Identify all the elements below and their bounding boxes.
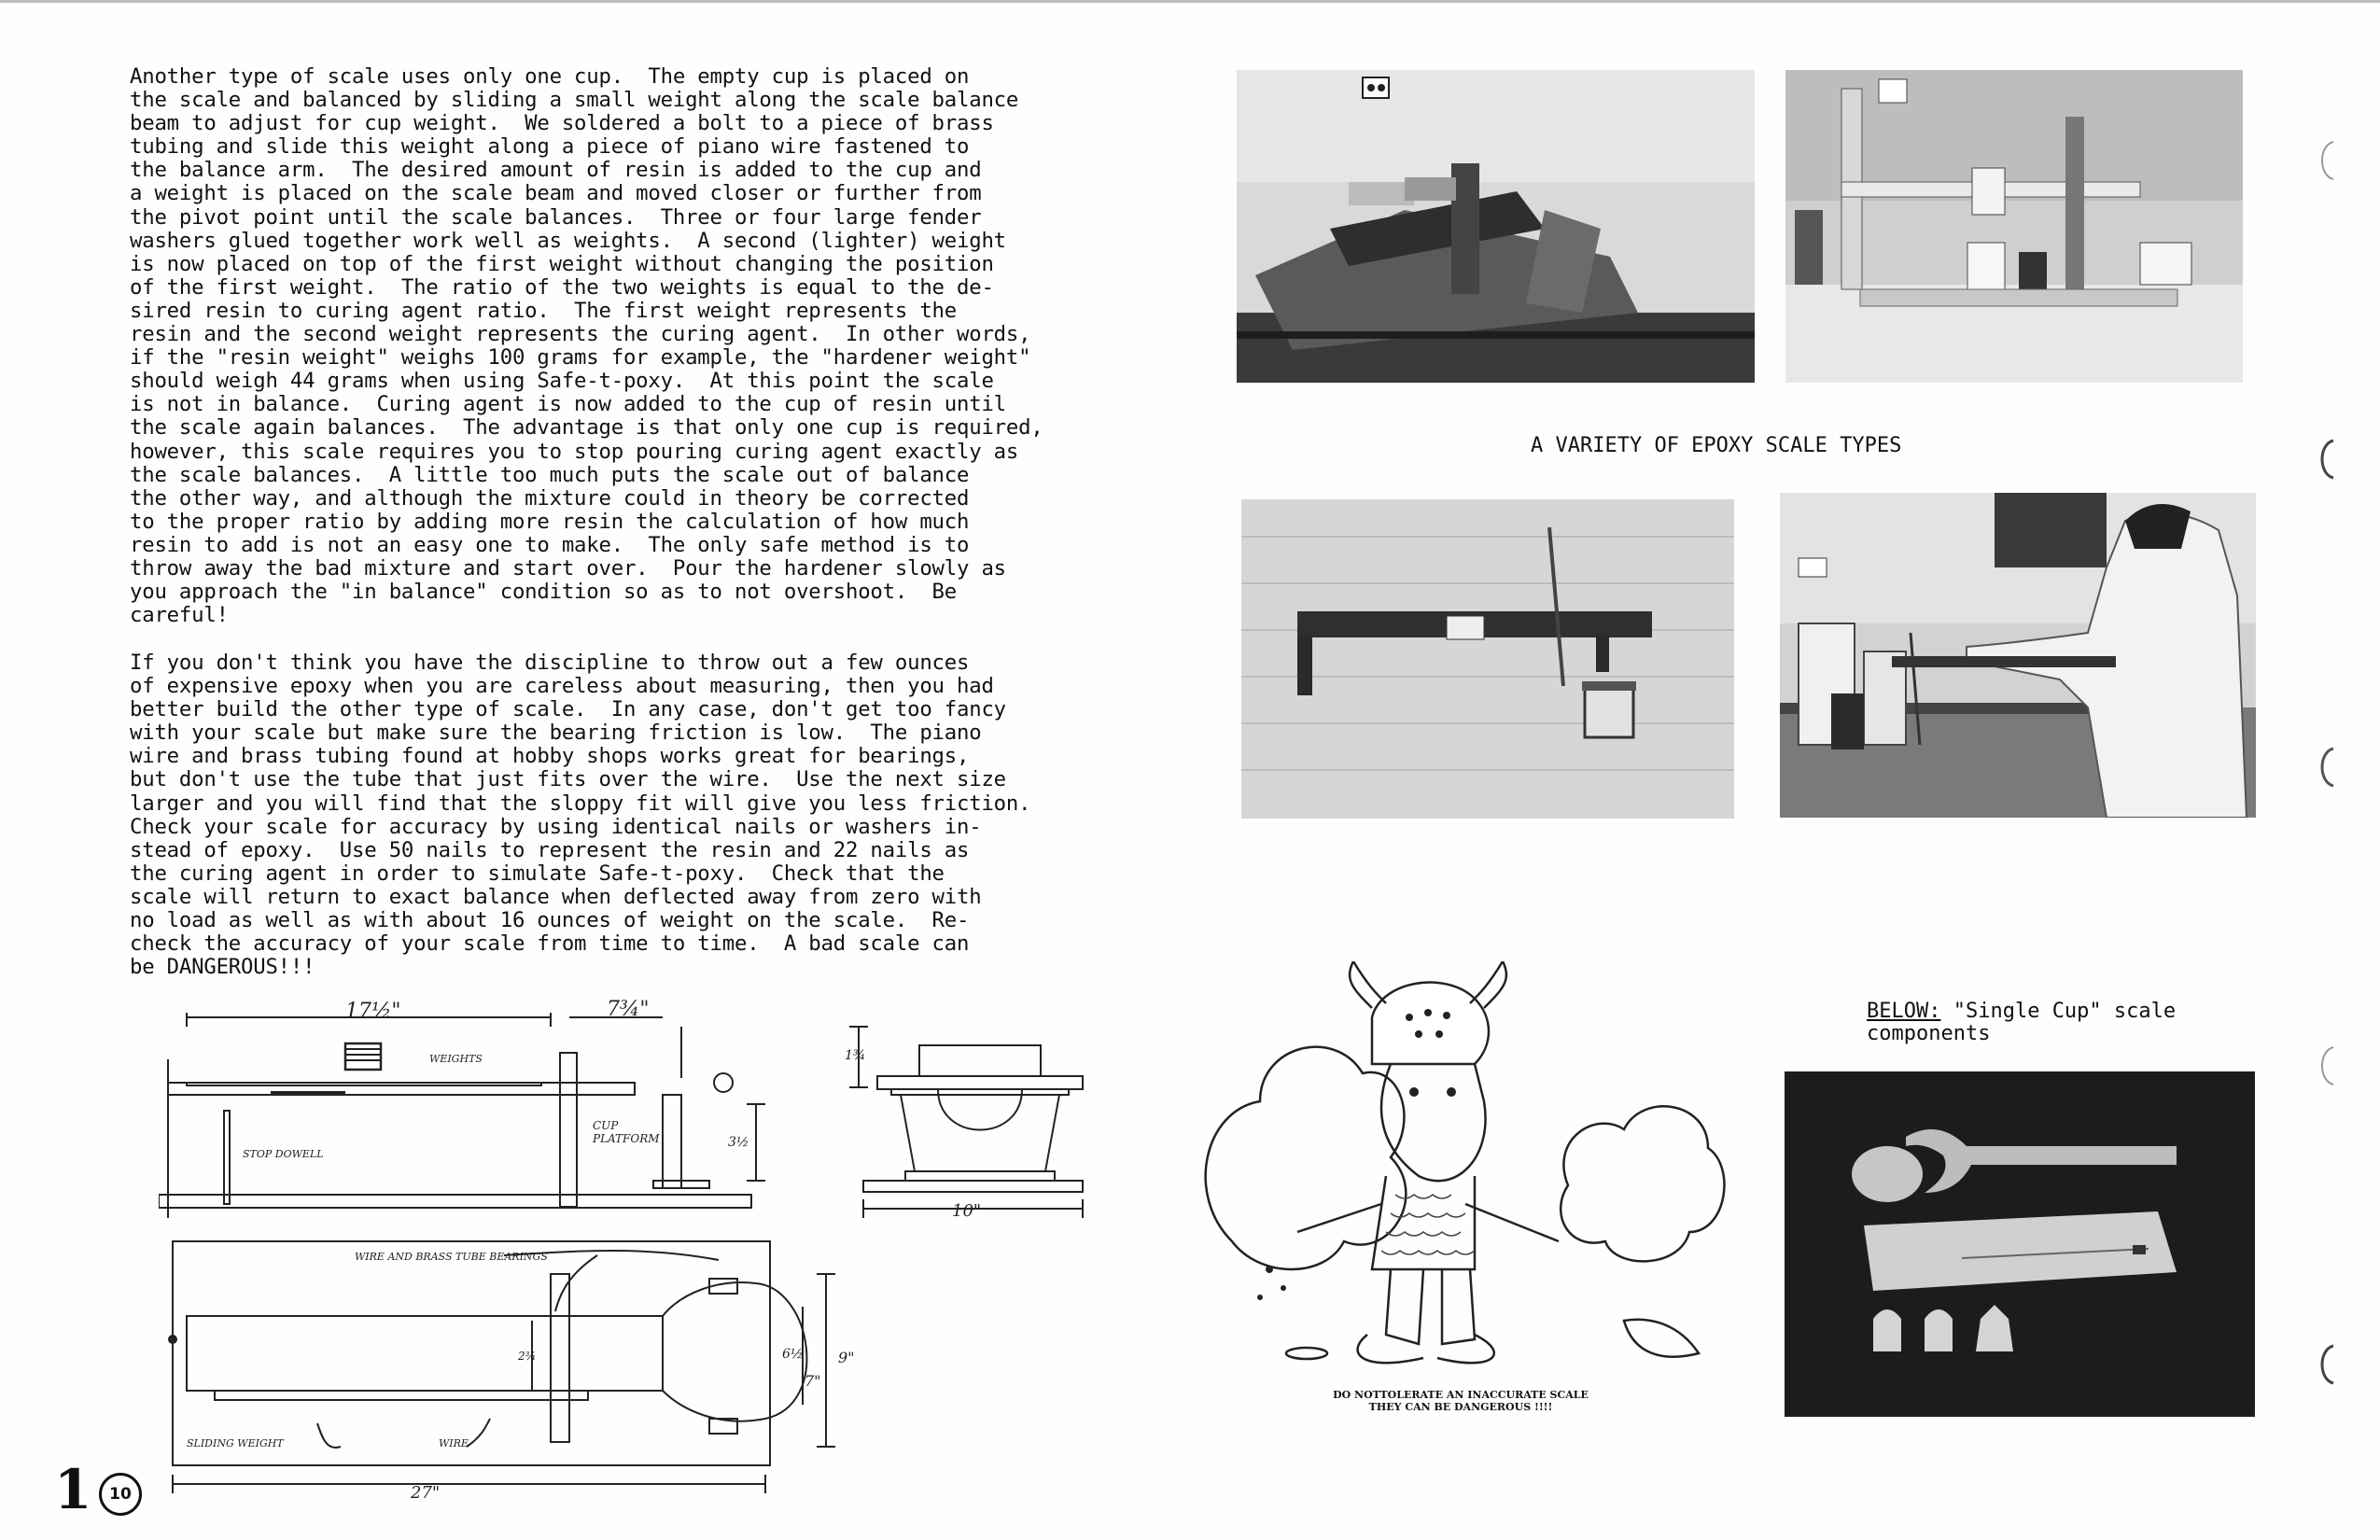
stop-dowell-label: STOP DOWELL xyxy=(243,1148,324,1160)
cartoon-caption: DO NOTTOLERATE AN INACCURATE SCALE THEY CAN BE DANGEROUS !!!! xyxy=(1333,1389,1589,1413)
sliding-weight-label: SLIDING WEIGHT xyxy=(187,1437,284,1449)
dim-9-label: 9" xyxy=(838,1349,855,1366)
dim-27-label: 27" xyxy=(411,1483,441,1498)
dim-3-5-label: 3½ xyxy=(728,1135,749,1150)
photo-scale-3 xyxy=(1241,499,1734,819)
viking-cartoon-illustration xyxy=(1195,961,1727,1381)
dim-6-5-label: 6½ xyxy=(782,1347,804,1362)
binder-hole-1 xyxy=(2315,140,2335,181)
wire-label: WIRE xyxy=(439,1437,469,1449)
photo-scale-2 xyxy=(1785,70,2243,383)
scale-side-elevation-drawing xyxy=(159,989,765,1218)
caption-single-cup xyxy=(1867,1001,2259,1045)
top-rule xyxy=(0,0,2380,3)
dim-17-5-label: 17½" xyxy=(345,1000,401,1023)
dim-7-label: 7" xyxy=(805,1372,821,1390)
binder-hole-4 xyxy=(2315,1045,2335,1086)
body-paragraph-2: If you don't think you have the discipline to throw out a few ounces of expensive epoxy when you are careless about measuring, then you had better build the other type of scale. In any case, don't get too fancy with your scale but make sure the bearing friction is low. The piano wire and brass tubing found at hobby shops works great for bearings, but don't use the tube that just fits over the wire. Use the next size larger and you will find that the sloppy fit will give you less friction. Check your scale for accuracy by using identical nails or washers in- stead of epoxy. Use 50 nails to represent the resin and 22 nails as the curing agent in order to simulate Safe-t-poxy. Check that the scale will return to exact balance when deflected away from zero with no load as well as with about 16 ounces of weight on the scale. Re- check the accuracy of your scale from time to time. A bad scale can be DANGEROUS!!! xyxy=(130,651,1031,980)
photo-single-cup-components xyxy=(1785,1071,2255,1417)
page-number: 1 xyxy=(54,1458,92,1521)
dim-10-label: 10" xyxy=(952,1201,982,1221)
caption-below-label: BELOW: xyxy=(1867,1000,1941,1023)
cup-platform-label: CUP PLATFORM xyxy=(593,1119,660,1145)
dim-1-75-label: 1¾ xyxy=(845,1048,866,1063)
wire-bearings-label: WIRE AND BRASS TUBE BEARINGS xyxy=(355,1251,548,1263)
weights-label: WEIGHTS xyxy=(429,1053,483,1065)
photo-person-scale xyxy=(1780,493,2256,818)
binder-hole-5 xyxy=(2315,1344,2335,1385)
dim-7-75-label: 7¾" xyxy=(607,998,650,1021)
binder-hole-2 xyxy=(2315,439,2335,480)
photo-scale-1 xyxy=(1237,70,1755,383)
page-number-circled: 10 xyxy=(99,1473,142,1516)
caption-variety: A VARIETY OF EPOXY SCALE TYPES xyxy=(1531,434,1902,457)
body-paragraph-1: Another type of scale uses only one cup. The empty cup is placed on the scale and balanced by sliding a small weight along the scale balance beam to adjust for cup weight. We soldered a bolt to a piece of brass tubing and slide this weight along a piece of piano wire fastened to the balance arm. The desired amount of resin is added to the cup and a weight is placed on the scale beam and moved closer or further from the pivot point until the scale balances. Three or four large fender washers glued together work well as weights. A second (lighter) weight is now placed on top of the first weight without changing the position of the first weight. The ratio of the two weights is equal to the de- sired resin to curing agent ratio. The first weight represents the resin and the second weight represents the curing agent. In other words, if the "resin weight" weighs 100 grams for example, the "hardener weight" should weigh 44 grams when using Safe-t-poxy. At this point the scale is not in balance. Curing agent is now added to the cup of resin until the scale again balances. The advantage is that only one cup is required, however, this scale requires you to stop pouring curing agent exactly as the scale balances. A little too much puts the scale out of balance the other way, and although the mixture could in theory be corrected to the proper ratio by adding more resin the calculation of how much resin to add is not an easy one to make. The only safe method is to throw away the bad mixture and start over. Pour the hardener slowly as you approach the "in balance" condition so as to not overshoot. Be careful! xyxy=(130,64,1043,628)
caption-below-text: "Single Cup" scale components xyxy=(1867,1000,2177,1045)
dim-2-75-label: 2¾ xyxy=(518,1350,537,1363)
scale-plan-view-drawing xyxy=(159,1237,887,1498)
binder-hole-3 xyxy=(2315,747,2335,788)
scale-end-elevation-drawing xyxy=(845,1022,1092,1227)
